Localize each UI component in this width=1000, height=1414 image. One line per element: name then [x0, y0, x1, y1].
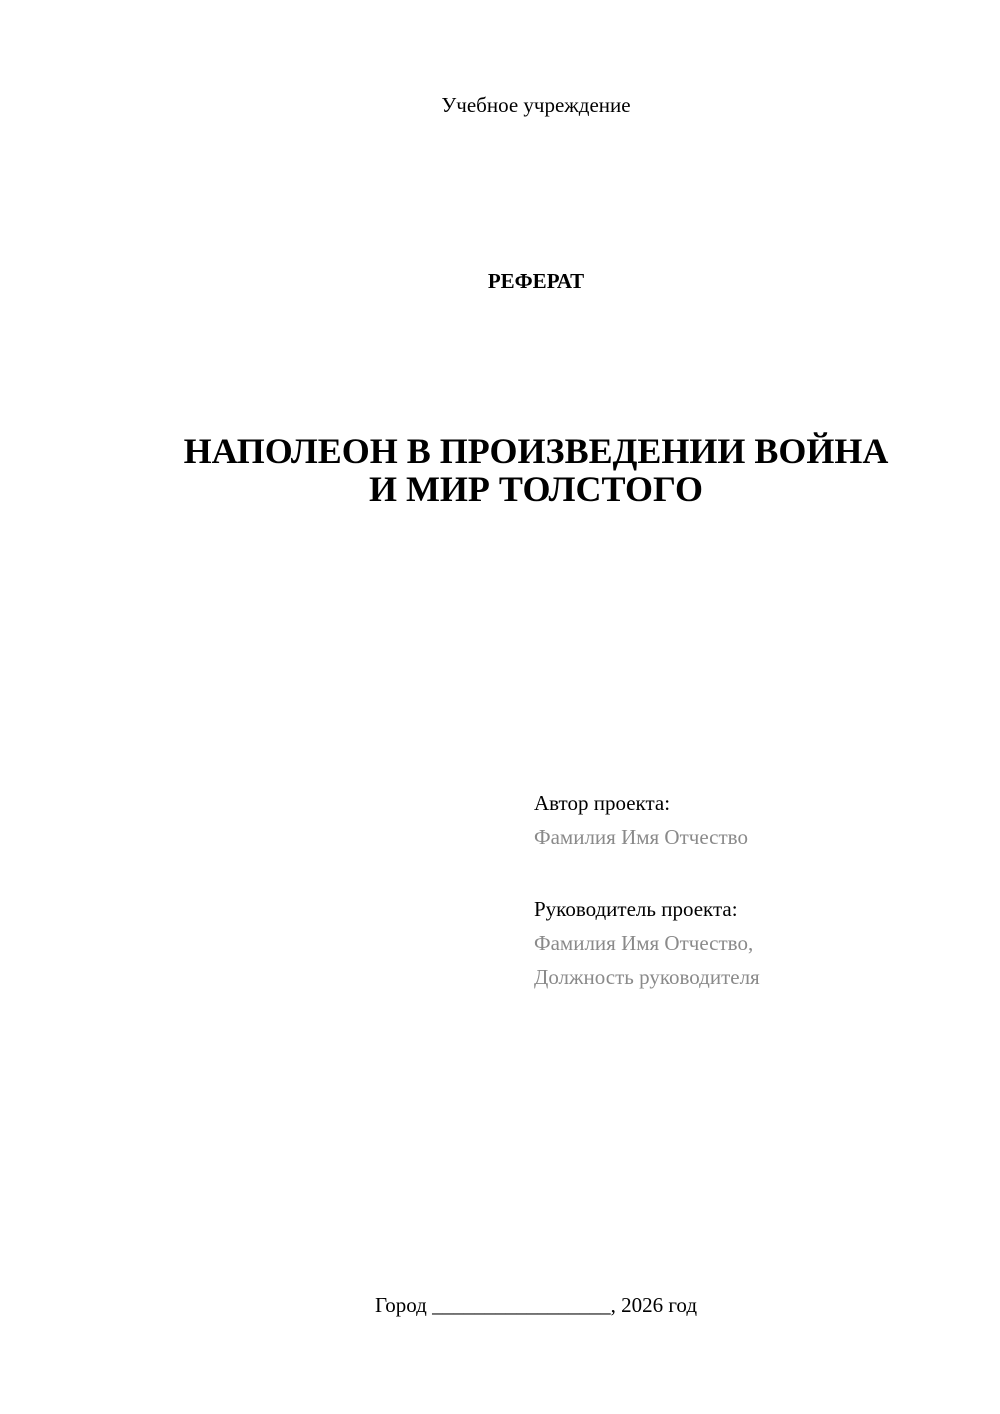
author-label: Автор проекта:: [534, 791, 671, 815]
city-year-line: Город _________________, 2026 год: [374, 1293, 698, 1317]
title-line-2: И МИР ТОЛСТОГО: [368, 469, 704, 509]
supervisor-position: Должность руководителя: [534, 965, 760, 989]
supervisor-block: [534, 892, 974, 994]
title-line-1: НАПОЛЕОН В ПРОИЗВЕДЕНИИ ВОЙНА: [183, 431, 889, 471]
document-title: [130, 432, 942, 508]
author-block: [534, 786, 974, 854]
supervisor-name: Фамилия Имя Отчество,: [534, 931, 754, 955]
supervisor-label: Руководитель проекта:: [534, 897, 738, 921]
document-type: РЕФЕРАТ: [487, 269, 585, 293]
credits-block: [534, 786, 974, 994]
institution-name: Учебное учреждение: [441, 93, 631, 117]
author-name: Фамилия Имя Отчество: [534, 825, 748, 849]
